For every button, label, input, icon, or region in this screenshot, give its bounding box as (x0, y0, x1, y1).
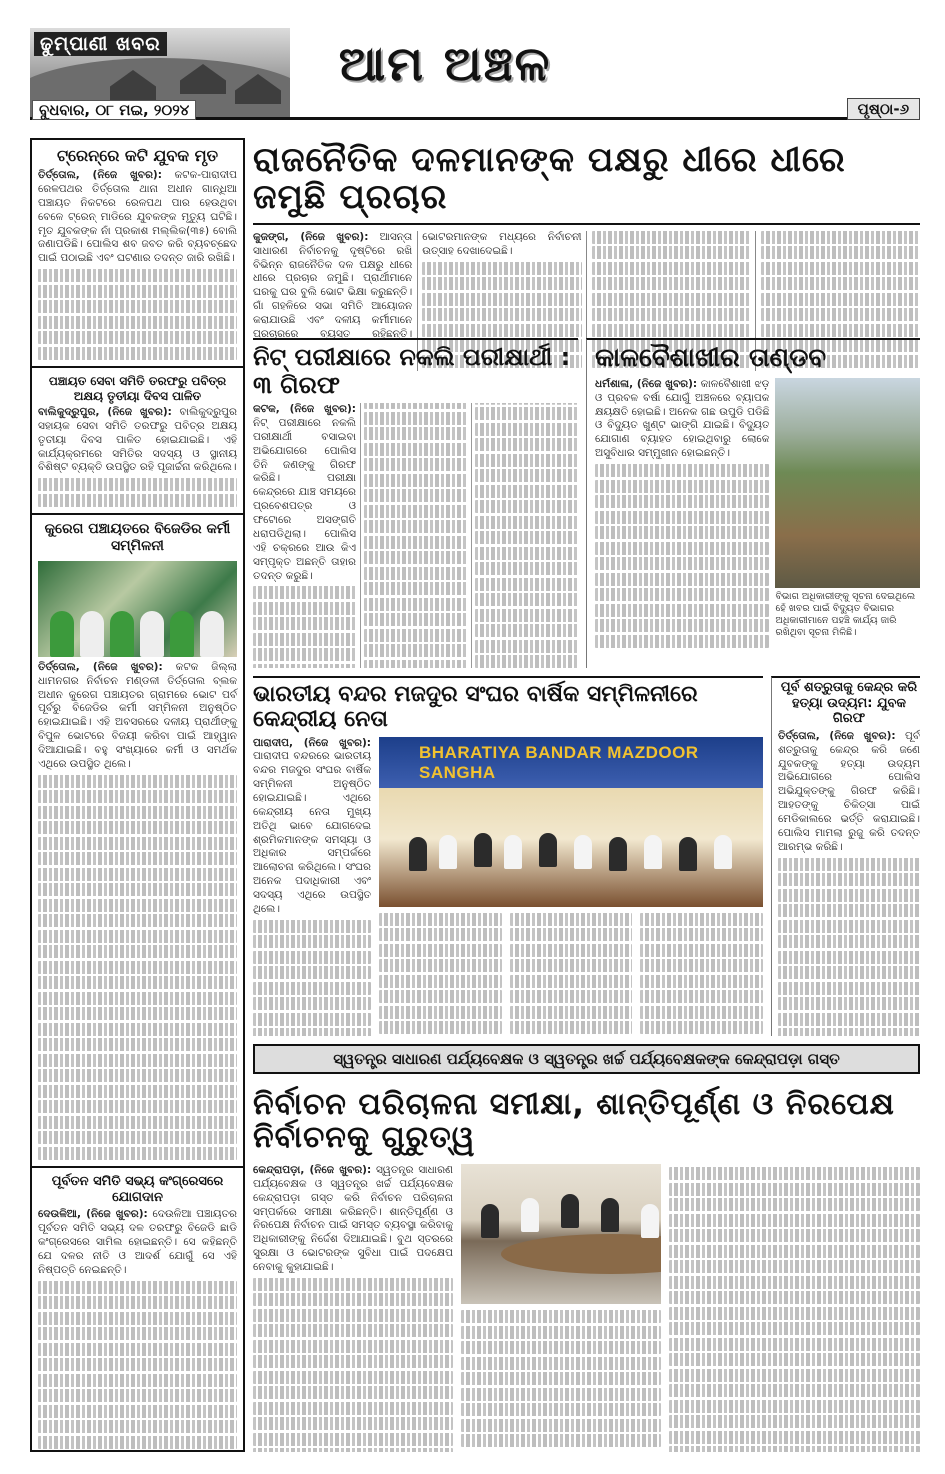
story-headline: କୁରେଗ ପଞ୍ଚାୟତରେ ବିଜେଡିର କର୍ମୀ ସମ୍ମିଳନୀ (44, 521, 231, 555)
story-body: ତିର୍ତ୍ତୋଲ, (ନିଜେ ଖୁବର): କଟକ-ପାରାଦୀପ ରେଳପଥର ତିର୍ତ୍ତୋଲ ଥାନା ଅଧୀନ ଗାନ୍ଧିଆ ପଞ୍ଚାୟତ ନିକଟରେ ରେଳପଥ ପାର ହେଉଥିବା ବେଳେ ଟ୍ରେନ୍ ମାଡିରେ ଯୁବକଙ୍କ ମୃତ୍ୟୁ ଘଟିଛି। ମୃତ ଯୁବକଙ୍କ ନାଁ ପ୍ରକାଶ ମଲ୍ଲିକ(୩୫) ବୋଲି ଜଣାପଡିଛି। ପୋଲିସ ଶବ ଜବତ କରି ବ୍ୟବଚ୍ଛେଦ ପାଇଁ ପଠାଇଛି ଏବଂ ଘଟଣାର ତଦନ୍ତ ଜାରି ରଖିଛି। (38, 169, 237, 265)
election-review-meeting-photo (461, 1164, 661, 1304)
attack-body: ତିର୍ତ୍ତୋଲ, (ନିଜେ ଖୁବର): ପୂର୍ବ ଶତ୍ରୁତାକୁ କେନ୍ଦ୍ର କରି ଜଣେ ଯୁବକଙ୍କୁ ହତ୍ୟା ଉଦ୍ୟମ ଅଭିଯୋଗରେ ପୋଲିସ ଅଭିଯୁକ୍ତଙ୍କୁ ଗିରଫ କରିଛି। ଆହତଙ୍କୁ ଚିକିତ୍ସା ପାଇଁ ମେଡିକାଲରେ ଭର୍ତ୍ତି କରାଯାଇଛି। ପୋଲିସ ମାମଲା ରୁଜୁ କରି ତଦନ୍ତ ଆରମ୍ଭ କରିଛି। (778, 729, 920, 853)
neet-body: କଟକ, (ନିଜେ ଖୁବର): ନିଟ୍ ପରୀକ୍ଷାରେ ନକଲି ପରୀକ୍ଷାର୍ଥୀ ବସାଇବା ଅଭିଯୋଗରେ ପୋଲିସ ତିନି ଜଣଙ୍କୁ ଗିରଫ କରିଛି। ପରୀକ୍ଷା କେନ୍ଦ୍ରରେ ଯାଞ୍ଚ ସମୟରେ ପ୍ରବେଶପତ୍ର ଓ ଫଟୋରେ ଅସଙ୍ଗତି ଧରାପଡିଥିଲା। ପୋଲିସ ଏହି ଚକ୍ରରେ ଆଉ କିଏ ସମ୍ପୃକ୍ତ ଅଛନ୍ତି ତାହାର ତଦନ୍ତ କରୁଛି। (253, 403, 578, 668)
newspaper-brand: ଢୁମ୍ପାଣୀ ଖବର (34, 32, 167, 56)
storm-damage-photo (775, 378, 920, 588)
issue-date: ବୁଧବାର, ୦୮ ମଇ, ୨୦୨୪ (32, 100, 196, 120)
masthead (30, 28, 920, 120)
story-body: ବାଲିକୁଦ୍ରୁପୁର, (ନିଜେ ଖୁବର): ବାଲିକୁଦ୍ରୁପୁର ସହାୟକ ସେବା ସମିତି ତରଫରୁ ପବିତ୍ର ଅକ୍ଷୟ ତୃତୀୟା ଦିବସ ପାଳିତ ହୋଇଯାଇଛି। ଏହି କାର୍ଯ୍ୟକ୍ରମରେ ସମିତିର ସଦସ୍ୟ ଓ ସ୍ଥାନୀୟ ବିଶିଷ୍ଟ ବ୍ୟକ୍ତି ଉପସ୍ଥିତ ରହି ପୂଜାର୍ଚ୍ଚନା କରିଥିଲେ। (38, 405, 237, 474)
attack-story (771, 676, 920, 1036)
sangha-headline: ଭାରତୀୟ ବନ୍ଦର ମଜଦୁର ସଂଘର ବାର୍ଷିକ ସମ୍ମିଳନୀରେ କେନ୍ଦ୍ରୀୟ ନେତା (253, 682, 698, 733)
bjd-meeting-photo (38, 561, 237, 657)
sangha-conference-photo (379, 737, 763, 907)
left-column (30, 138, 245, 1452)
observer-visit-tag: ସ୍ୱତନ୍ତ୍ର ସାଧାରଣ ପର୍ଯ୍ୟବେକ୍ଷକ ଓ ସ୍ୱତନ୍ତ୍ର ଖର୍ଚ୍ଚ ପର୍ଯ୍ୟବେକ୍ଷକଙ୍କ କେନ୍ଦ୍ରାପଡ଼ା ଗସ୍ତ (253, 1044, 920, 1074)
conference-banner: BHARATIYA BANDAR MAZDOOR SANGHA (419, 742, 699, 782)
storm-body: ଧର୍ମଶାଳା, (ନିଜେ ଖୁବର): କାଳବୈଶାଖୀ ଝଡ଼ ଓ ପ୍ରବଳ ବର୍ଷା ଯୋଗୁଁ ଅଞ୍ଚଳରେ ବ୍ୟାପକ କ୍ଷୟକ୍ଷତି ହୋଇଛି। ଅନେକ ଗଛ ଉପୁଡି ପଡିଛି ଓ ବିଦ୍ୟୁତ ଖୁଣ୍ଟ ଭାଙ୍ଗି ଯାଇଛି। ବିଦ୍ୟୁତ ଯୋଗାଣ ବ୍ୟାହତ ହୋଇଥିବାରୁ ଲୋକେ ଅସୁବିଧାର ସମ୍ମୁଖୀନ ହୋଇଛନ୍ତି। (595, 378, 769, 648)
story-body: ତିର୍ତ୍ତୋଲ, (ନିଜେ ଖୁବର): କଟକ ଜିଲ୍ଲା ଧାମନଗର ନିର୍ବାଚନ ମଣ୍ଡଳୀ ତିର୍ତ୍ତୋଲ ବ୍ଲକ ଅଧୀନ କୁରେଗ ପଞ୍ଚାୟତର ଗ୍ରାମରେ ଭୋଟ ପର୍ବ ପୂର୍ବରୁ ବିଜେଡିର କର୍ମୀ ସମ୍ମିଳନୀ ଅନୁଷ୍ଠିତ ହୋଇଯାଇଛି। ଏହି ଅବସରରେ ଦଳୀୟ ପ୍ରାର୍ଥୀଙ୍କୁ ବିପୁଳ ଭୋଟରେ ବିଜୟୀ କରିବା ପାଇଁ ଆହ୍ୱାନ ଦିଆଯାଇଛି। ବହୁ ସଂଖ୍ୟାରେ କର୍ମୀ ଓ ସମର୍ଥକ ଏଥିରେ ଉପସ୍ଥିତ ଥିଲେ। (38, 660, 237, 770)
election-headline: ନିର୍ବାଚନ ପରିଚାଳନା ସମୀକ୍ଷା, ଶାନ୍ତିପୂର୍ଣ୍ଣ ଓ ନିରପେକ୍ଷ ନିର୍ବାଚନକୁ ଗୁରୁତ୍ୱ (253, 1087, 895, 1155)
sangha-story (253, 676, 763, 1036)
attack-headline: ପୂର୍ବ ଶତ୍ରୁତାକୁ କେନ୍ଦ୍ର କରି ହତ୍ୟା ଉଦ୍ୟମ: ଯୁବକ ଗିରଫ (780, 680, 918, 727)
storm-story (586, 338, 920, 668)
neet-headline: ନିଟ୍ ପରୀକ୍ଷାରେ ନକଲି ପରୀକ୍ଷାର୍ଥୀ : ୩ ଗିରଫ (253, 343, 571, 399)
lead-headline: ରାଜନୈତିକ ଦଳମାନଙ୍କ ପକ୍ଷରୁ ଧୀରେ ଧୀରେ ଜମୁଛି ପ୍ରଚାର (253, 138, 920, 225)
sangha-body: ପାରାଦୀପ, (ନିଜେ ଖୁବର): ପାରାଦୀପ ବନ୍ଦରରେ ଭାରତୀୟ ବନ୍ଦର ମଜଦୁର ସଂଘର ବାର୍ଷିକ ସମ୍ମିଳନୀ ଅନୁଷ୍ଠିତ ହୋଇଯାଇଛି। ଏଥିରେ କେନ୍ଦ୍ରୀୟ ନେତା ମୁଖ୍ୟ ଅତିଥି ଭାବେ ଯୋଗଦେଇ ଶ୍ରମିକମାନଙ୍କ ସମସ୍ୟା ଓ ଅଧିକାର ସମ୍ପର୍କରେ ଆଲୋଚନା କରିଥିଲେ। ସଂଘର ଅନେକ ପଦାଧିକାରୀ ଏବଂ ସଦସ୍ୟ ଏଥିରେ ଉପସ୍ଥିତ ଥିଲେ। (253, 737, 371, 1036)
story-congress-join (32, 1168, 243, 1452)
story-bjd-meeting (32, 515, 243, 1168)
story-train-death (32, 140, 243, 368)
neet-story (253, 338, 578, 668)
main-area (253, 138, 920, 1452)
story-headline: ପୂର୍ବତନ ସମିତି ସଭ୍ୟ କଂଗ୍ରେସରେ ଯୋଗଦାନ (51, 1174, 224, 1205)
election-story (253, 1084, 920, 1452)
page-number: ପୃଷ୍ଠା-୬ (847, 98, 920, 120)
lead-body: କୁଜଙ୍ଗ, (ନିଜେ ଖୁବର): ଆସନ୍ତା ସାଧାରଣ ନିର୍ବାଚନକୁ ଦୃଷ୍ଟିରେ ରଖି ବିଭିନ୍ନ ରାଜନୈତିକ ଦଳ ପକ୍ଷରୁ ଧୀରେ ଧୀରେ ପ୍ରଚାର ଜମୁଛି। ପ୍ରାର୍ଥୀମାନେ ଘରକୁ ଘର ବୁଲି ଭୋଟ ଭିକ୍ଷା କରୁଛନ୍ତି। ଗାଁ ଗହଳିରେ ସଭା ସମିତି ଆୟୋଜନ କରାଯାଉଛି ଏବଂ ଦଳୀୟ କର୍ମୀମାନେ ପ୍ରଚାରରେ ବ୍ୟସ୍ତ ରହିଛନ୍ତି। ଭୋଟରମାନଙ୍କ ମଧ୍ୟରେ ନିର୍ବାଚନୀ ଉତ୍ସାହ ଦେଖାଦେଇଛି। (253, 231, 920, 371)
story-headline: ପଞ୍ଚାୟତ ସେବା ସମିତି ତରଫରୁ ପବିତ୍ର ଅକ୍ଷୟ ତୃତୀୟା ଦିବସ ପାଳିତ (48, 374, 227, 403)
story-body: ଦେଉଳିଆ, (ନିଜେ ଖୁବର): ଦେଉଳିଆ ପଞ୍ଚାୟତର ପୂର୍ବତନ ସମିତି ସଭ୍ୟ ଦଳ ତରଫରୁ ବିଜେଡି ଛାଡି କଂଗ୍ରେସରେ ସାମିଲ ହୋଇଛନ୍ତି। ସେ କହିଛନ୍ତି ଯେ ଦଳର ନୀତି ଓ ଆଦର୍ଶ ଯୋଗୁଁ ସେ ଏହି ନିଷ୍ପତ୍ତି ନେଇଛନ୍ତି। (38, 1208, 237, 1276)
section-title: ଆମ ଅଞ୍ଚଳ (338, 36, 552, 92)
storm-headline: କାଳବୈଶାଖୀର ତାଣ୍ଡବ (595, 343, 827, 373)
election-body: କେନ୍ଦ୍ରାପଡ଼ା, (ନିଜେ ଖୁବର): ସ୍ୱତନ୍ତ୍ର ସାଧାରଣ ପର୍ଯ୍ୟବେକ୍ଷକ ଓ ସ୍ୱତନ୍ତ୍ର ଖର୍ଚ୍ଚ ପର୍ଯ୍ୟବେକ୍ଷକ କେନ୍ଦ୍ରାପଡ଼ା ଗସ୍ତ କରି ନିର୍ବାଚନ ପରିଚାଳନା ସମ୍ପର୍କରେ ସମୀକ୍ଷା କରିଛନ୍ତି। ଶାନ୍ତିପୂର୍ଣ୍ଣ ଓ ନିରପେକ୍ଷ ନିର୍ବାଚନ ପାଇଁ ସମସ୍ତ ବ୍ୟବସ୍ଥା କରିବାକୁ ଅଧିକାରୀଙ୍କୁ ନିର୍ଦ୍ଦେଶ ଦିଆଯାଇଛି। ବୁଥ ସ୍ତରରେ ସୁରକ୍ଷା ଓ ଭୋଟରଙ୍କ ସୁବିଧା ପାଇଁ ପଦକ୍ଷେପ ନେବାକୁ କୁହାଯାଇଛି। (253, 1164, 453, 1452)
story-akshaya-tritiya (32, 368, 243, 515)
story-headline: ଟ୍ରେନ୍‌ରେ କଟି ଯୁବକ ମୃତ (56, 146, 219, 165)
lead-story (253, 138, 920, 371)
storm-caption: ବିଭାଗ ଅଧିକାରୀଙ୍କୁ ସୂଚନା ଦେଇଥିଲେ ହେଁ ଖବର ପାଇଁ ବିଦ୍ୟୁତ ବିଭାଗର ଅଧିକାରୀମାନେ ପହଞ୍ଚି କାର୍ଯ୍ୟ ଜାରି ରଖିଥିବା ସୂଚନା ମିଳିଛି। (775, 590, 916, 638)
